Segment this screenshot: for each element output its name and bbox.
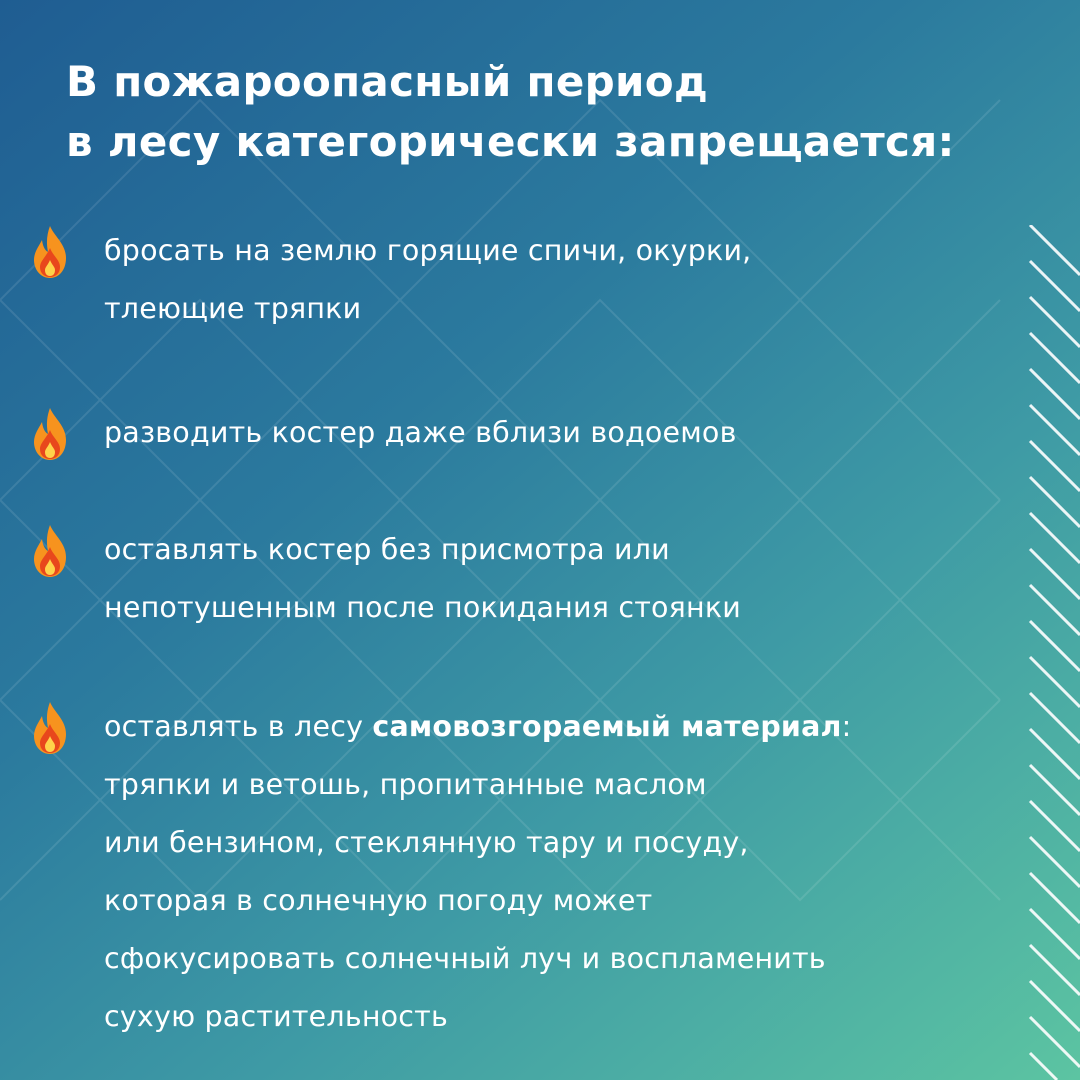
item-text-prefix: оставлять в лесу bbox=[104, 710, 373, 743]
item-text-bold: самовозгораемый материал bbox=[372, 710, 842, 743]
title-line-2: в лесу категорически запрещается: bbox=[66, 117, 955, 166]
item-line: тряпки и ветошь, пропитанные маслом bbox=[104, 768, 707, 801]
page-title bbox=[66, 52, 955, 172]
flame-icon bbox=[30, 523, 70, 579]
item-line: оставлять костер без присмотра или bbox=[104, 533, 670, 566]
flame-icon bbox=[30, 406, 70, 462]
item-text-suffix: : bbox=[841, 710, 852, 743]
diagonal-stripes-decoration bbox=[1020, 225, 1080, 1080]
flame-icon bbox=[30, 700, 70, 756]
item-line: сфокусировать солнечный луч и воспламенить bbox=[104, 942, 826, 975]
item-text bbox=[104, 521, 1024, 637]
item-line: или бензином, стеклянную тару и посуду, bbox=[104, 826, 749, 859]
flame-icon bbox=[30, 224, 70, 280]
title-line-1: В пожароопасный период bbox=[66, 57, 709, 106]
item-line: бросать на землю горящие спичи, окурки, bbox=[104, 234, 752, 267]
item-line-first bbox=[104, 698, 1024, 756]
item-text bbox=[104, 222, 1024, 338]
item-text bbox=[104, 698, 1024, 1046]
item-line: которая в солнечную погоду может bbox=[104, 884, 653, 917]
item-text bbox=[104, 404, 1024, 462]
item-line: тлеющие тряпки bbox=[104, 292, 362, 325]
item-line: разводить костер даже вблизи водоемов bbox=[104, 416, 737, 449]
item-line: непотушенным после покидания стоянки bbox=[104, 591, 741, 624]
item-line: сухую растительность bbox=[104, 1000, 448, 1033]
